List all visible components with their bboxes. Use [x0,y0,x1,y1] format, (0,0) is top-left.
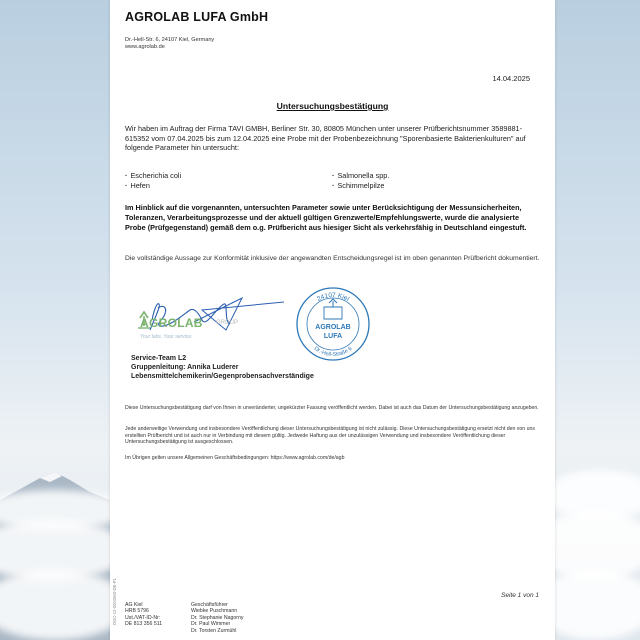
signer-role: Lebensmittelchemikerin/Gegenprobensachverständige [131,373,314,381]
background-right [555,0,640,640]
usage-restriction: Jede anderweitige Verwendung und insbesondere Veröffentlichung dieser Untersuchungsbestätigung ist nicht zulässig. Diese Untersuchungsbestätigung ersetzt nicht den von uns erstellten Prüfbericht und ist auch nur in Verbindung mit diesem gültig. Jedwede Haftung aus der unzulässigen Verwendung und insbesondere Veröffentlichung dieser Untersuchungsbestätigung ist ausgeschlossen. [125,426,535,446]
document-code: DOC-12-0004560-DE-P1 [112,578,117,625]
stamp-brand: AGROLAB [315,324,351,331]
parameter-name: Salmonella spp. [337,171,390,180]
footer-line: Ust./VAT-ID-Nr: [125,614,161,621]
parameter-item [125,171,181,181]
parameter-name: Schimmelpilze [337,181,385,190]
document-page [110,0,555,640]
parameter-name: Hefen [130,181,150,190]
logo-group-label: GROUP [216,320,239,326]
bullet: · [332,181,335,190]
parameter-item [332,181,384,191]
bullet: · [332,171,335,180]
footer-registry [125,602,162,628]
footer-line: AG Kiel [125,602,143,608]
footer-line: Dr. Torsten Zurmühl [191,627,237,634]
bullet: · [125,181,128,190]
footer-line: Dr. Stephanie Nagorny [191,614,244,621]
terms-note: Im Übrigen gelten unsere Allgemeinen Geschäftsbedingungen: https://www.agrolab.com/de/agb [125,455,345,461]
parameter-name: Escherichia coli [130,171,182,180]
website-line: www.agrolab.de [125,44,165,51]
logo-tagline: Your labs. Your service. [140,334,193,340]
bullet: · [125,171,128,180]
conformity-note: Die vollständige Aussage zur Konformität inklusive der angewandten Entscheidungsregel ist im oben genannten Prüfbericht dokumentiert. [125,255,540,262]
parameter-item [125,181,150,191]
publication-note: Diese Untersuchungsbestätigung darf von Ihnen in unveränderter, ungekürzter Fassung veröffentlicht werden. Dabei ist auch das Datum der Untersuchungsbestätigung anzugeben. [125,405,539,411]
stamp-bottom-text: Dr.-Hell-Straße 6 [312,345,354,359]
company-name: AGROLAB LUFA GmbH [125,10,269,24]
footer-line: Dr. Paul Wimmer [191,621,231,628]
team-name: Service-Team L2 [131,355,187,362]
address-line: Dr.-Hell-Str. 6, 24107 Kiel, Germany [125,37,215,43]
company-address [125,37,214,51]
document-title: Untersuchungsbestätigung [276,101,389,111]
group-lead: Gruppenleitung: Annika Luderer [131,364,239,372]
signature-block [131,354,314,382]
background-left [0,0,110,640]
footer-management [191,602,243,634]
intro-paragraph: Wir haben im Auftrag der Firma TAVI GMBH, Berliner Str. 30, 80805 München unter unserer Prüfberichtsnummer 3589881-615352 vom 07.04.2025 bis zum 12.04.2025 eine Probe mit der Probenbezeichnung "Sporenbasierte Bakterienkulturen" auf folgende Parameter hin untersucht: [125,124,526,153]
footer-line: HRB 5796 [125,608,149,615]
document-date: 14.04.2025 [492,74,530,83]
company-stamp-icon [294,285,372,363]
footer-line: DE 813 356 511 [125,621,163,628]
stamp-top-text: 24107 Kiel [315,291,351,304]
footer-line: Geschäftsführer [191,602,228,608]
page-number: Seite 1 von 1 [501,592,539,599]
stamp-sub: LUFA [323,333,343,340]
footer-line: Wiebke Puschmann [191,608,238,615]
conclusion-paragraph: Im Hinblick auf die vorgenannten, untersuchten Parameter sowie unter Berücksichtigung der Messunsicherheiten, Toleranzen, Verarbeitungsprozesse und der aktuell gültigen Grenzwerte/Empfehlungswerte, wurde die analysierte Probe (Prüfgegenstand) gemäß dem o.g. Prüfbericht aus hiesiger Sicht als verkehrsfähig in Deutschland eingestuft. [125,203,527,233]
parameter-item [332,171,389,181]
agrolab-logo: AGROLAB [140,316,203,330]
